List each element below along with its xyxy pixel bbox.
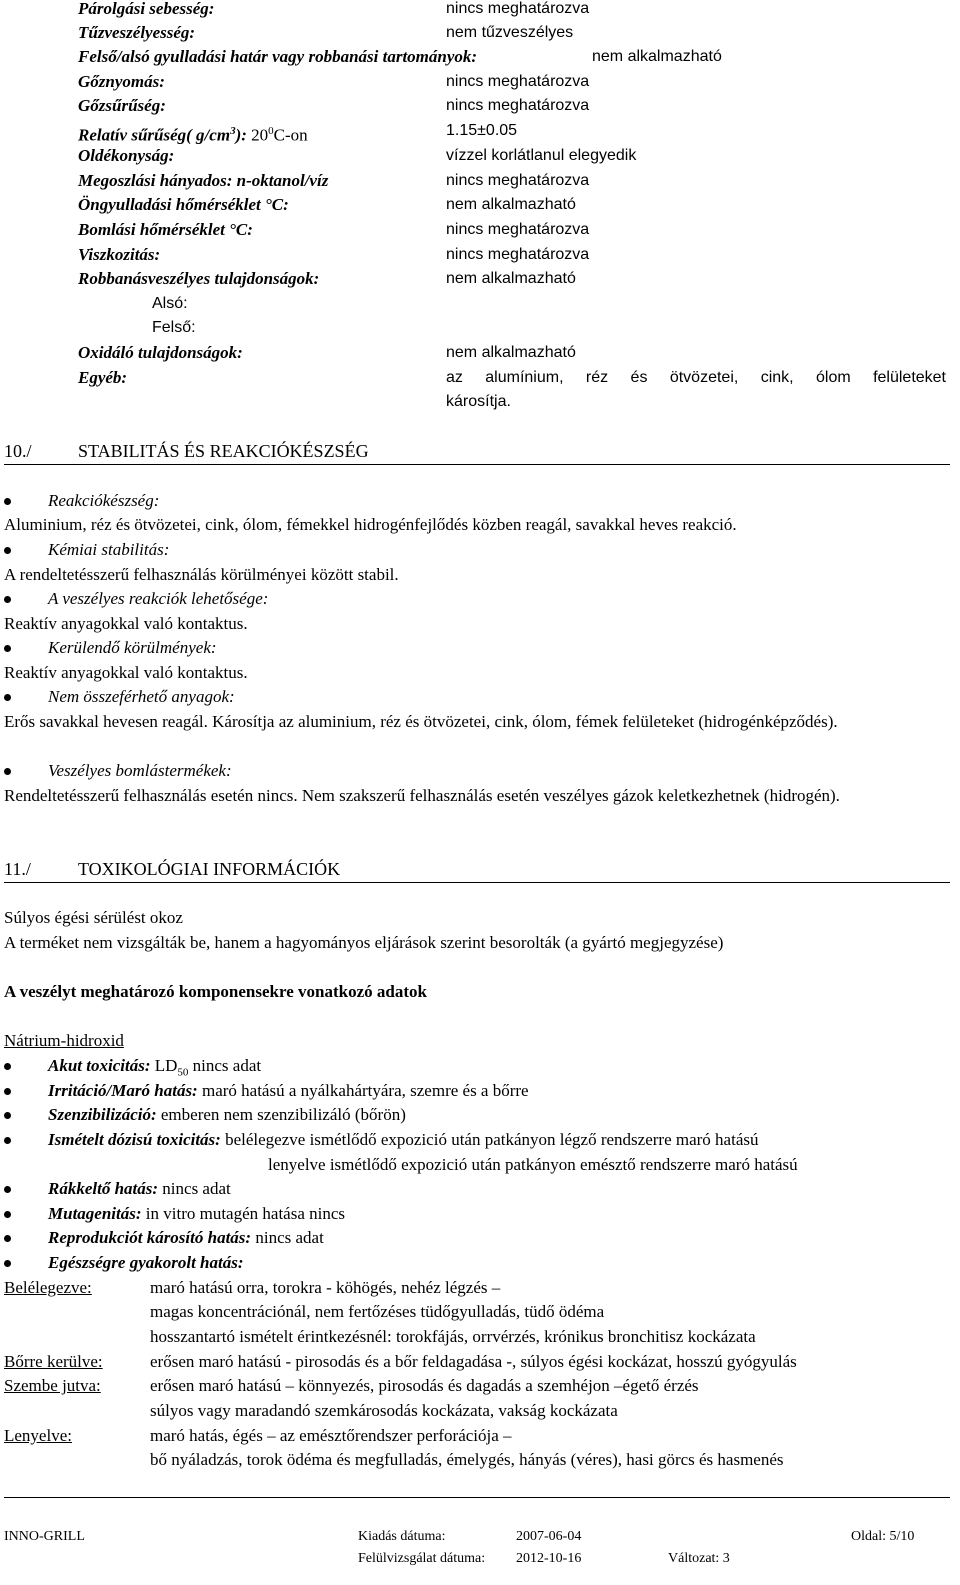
- bullet-icon: [4, 645, 11, 652]
- effect-line: súlyos vagy maradandó szemkárosodás kockázata, vakság kockázata: [150, 1401, 618, 1420]
- effect-line: maró hatású orra, torokra - köhögés, nehéz légzés –: [150, 1278, 501, 1297]
- prop-value: nem tűzveszélyes: [446, 24, 574, 41]
- item-text: Reaktív anyagokkal való kontaktus.: [4, 663, 248, 682]
- prop-value: 1.15±0.05: [446, 122, 518, 139]
- degree-sup: 0: [268, 125, 274, 137]
- prop-value: nem alkalmazható: [446, 344, 576, 361]
- list-item: [48, 1130, 759, 1150]
- footer-issue-label: Kiadás dátuma:: [358, 1529, 446, 1544]
- prop-value-cont: károsítja.: [446, 393, 511, 410]
- footer-rule: [4, 1497, 950, 1498]
- prop-value: nincs meghatározva: [446, 221, 590, 238]
- item-text: in vitro mutagén hatása nincs: [145, 1204, 346, 1223]
- effect-label: Szembe jutva:: [4, 1376, 101, 1395]
- footer-version: Változat: 3: [668, 1551, 730, 1566]
- footer-company: INNO-GRILL: [4, 1529, 85, 1544]
- item-label: Ismételt dózisú toxicitás:: [48, 1130, 221, 1149]
- prop-value: nem alkalmazható: [592, 48, 722, 65]
- prop-label: Felső/alsó gyulladási határ vagy robbanási tartományok:: [78, 47, 478, 66]
- prop-label: Viszkozitás:: [78, 245, 161, 264]
- prop-label: Öngyulladási hőmérséklet °C:: [78, 195, 289, 214]
- item-text: nincs adat: [188, 1056, 262, 1075]
- prop-label: Tűzveszélyesség:: [78, 23, 196, 42]
- item-title: A veszélyes reakciók lehetősége:: [48, 589, 269, 608]
- bullet-icon: [4, 547, 11, 554]
- item-label: Irritáció/Maró hatás:: [48, 1081, 198, 1100]
- item-text: A rendeltetésszerű felhasználás körülményei között stabil.: [4, 565, 399, 584]
- section-title: TOXIKOLÓGIAI INFORMÁCIÓK: [78, 859, 341, 879]
- bullet-icon: [4, 1063, 11, 1070]
- prop-sublabel: Felső:: [152, 319, 196, 336]
- prop-label: Oldékonyság:: [78, 146, 175, 165]
- bullet-icon: [4, 498, 11, 505]
- item-text: emberen nem szenzibilizáló (bőrön): [160, 1105, 406, 1124]
- prop-value: nincs meghatározva: [446, 97, 590, 114]
- item-label: Akut toxicitás:: [48, 1056, 151, 1075]
- prop-value: nincs meghatározva: [446, 0, 590, 17]
- section-number: 11./: [4, 859, 31, 879]
- effect-line: magas koncentrációnál, nem fertőzéses tüdőgyulladás, tüdő ödéma: [150, 1302, 605, 1321]
- temperature-unit: C-on: [273, 125, 308, 145]
- item-label: Rákkeltő hatás:: [48, 1179, 159, 1198]
- bullet-icon: [4, 596, 11, 603]
- footer-review-date: 2012-10-16: [516, 1551, 582, 1566]
- bullet-icon: [4, 1235, 11, 1242]
- footer-review-label: Felülvizsgálat dátuma:: [358, 1551, 486, 1566]
- subheading: A veszélyt meghatározó komponensekre vonatkozó adatok: [4, 982, 427, 1001]
- item-text: Erős savakkal hevesen reagál. Károsítja az aluminium, réz és ötvözetei, cink, ólom, fémek felületeket (hidrogénképződés).: [4, 712, 838, 731]
- prop-value: nem alkalmazható: [446, 270, 576, 287]
- effect-line: erősen maró hatású - pirosodás és a bőr feldagadása -, súlyos égési kockázat, hosszú gyógyulás: [150, 1352, 797, 1371]
- prop-label: Egyéb:: [78, 368, 128, 387]
- effect-line: erősen maró hatású – könnyezés, pirosodás és dagadás a szemhéjon –égető érzés: [150, 1376, 699, 1395]
- item-label: Reprodukciót károsító hatás:: [48, 1228, 252, 1247]
- bullet-icon: [4, 694, 11, 701]
- footer-page: Oldal: 5/10: [851, 1529, 915, 1544]
- effect-line: hosszantartó ismételt érintkezésnél: torokfájás, orrvérzés, krónikus bronchitisz kockázata: [150, 1327, 756, 1346]
- summary-line: A terméket nem vizsgálták be, hanem a hagyományos eljárások szerint besorolták (a gyártó megjegyzése): [4, 933, 724, 952]
- bullet-icon: [4, 1112, 11, 1119]
- effect-label: Bőrre kerülve:: [4, 1352, 103, 1371]
- item-title: Kerülendő körülmények:: [48, 638, 217, 657]
- component-name: Nátrium-hidroxid: [4, 1031, 124, 1050]
- effect-line: maró hatás, égés – az emésztőrendszer perforációja –: [150, 1426, 512, 1445]
- section-title: STABILITÁS ÉS REAKCIÓKÉSZSÉG: [78, 441, 369, 461]
- relative-density-label: [78, 121, 308, 146]
- item-text: belélegezve ismétlődő expozició után patkányon légző rendszerre maró hatású: [225, 1130, 759, 1149]
- item-text: nincs adat: [255, 1228, 324, 1247]
- temperature-value: 20: [251, 125, 269, 145]
- item-title: Nem összeférhető anyagok:: [48, 687, 235, 706]
- section-rule: [4, 882, 950, 883]
- summary-line: Súlyos égési sérülést okoz: [4, 908, 183, 927]
- prop-sublabel: Alsó:: [152, 295, 188, 312]
- prop-label: Oxidáló tulajdonságok:: [78, 343, 243, 362]
- item-title: Reakciókészség:: [48, 491, 160, 510]
- ld-text: LD: [154, 1056, 178, 1075]
- item-label: Egészségre gyakorolt hatás:: [48, 1253, 244, 1272]
- prop-value: nincs meghatározva: [446, 73, 590, 90]
- prop-label: Megoszlási hányados: n-oktanol/víz: [78, 171, 329, 190]
- effect-line: bő nyáladzás, torok ödéma és megfulladás, émelygés, hányás (véres), hasi görcs és hasmenés: [150, 1450, 784, 1469]
- item-label: Mutagenitás:: [48, 1204, 142, 1223]
- list-item: [48, 1228, 324, 1248]
- prop-label-tail: ):: [235, 125, 247, 145]
- item-title: Veszélyes bomlástermékek:: [48, 761, 232, 780]
- sup: 3: [230, 125, 236, 137]
- list-item: [48, 1081, 529, 1101]
- prop-label: Gőznyomás:: [78, 72, 165, 91]
- bullet-icon: [4, 768, 11, 775]
- prop-label: Gőzsűrűség:: [78, 96, 166, 115]
- footer-issue-date: 2007-06-04: [516, 1529, 582, 1544]
- prop-label: Robbanásveszélyes tulajdonságok:: [78, 269, 320, 288]
- ld-sub: 50: [177, 1066, 189, 1079]
- effect-label: Belélegezve:: [4, 1278, 92, 1297]
- prop-value: vízzel korlátlanul elegyedik: [446, 147, 637, 164]
- item-text: Rendeltetésszerű felhasználás esetén nincs. Nem szakszerű felhasználás esetén veszélyes gázok keletkezhetnek (hidrogén).: [4, 786, 840, 805]
- item-title: Kémiai stabilitás:: [48, 540, 170, 559]
- list-item: [48, 1056, 261, 1082]
- bullet-icon: [4, 1186, 11, 1193]
- prop-value: nincs meghatározva: [446, 246, 590, 263]
- list-item: [48, 1179, 231, 1199]
- bullet-icon: [4, 1260, 11, 1267]
- prop-label: Párolgási sebesség:: [78, 0, 215, 18]
- effect-label: Lenyelve:: [4, 1426, 72, 1445]
- item-text: Reaktív anyagokkal való kontaktus.: [4, 614, 248, 633]
- prop-label: Relatív sűrűség( g/cm: [78, 125, 231, 145]
- section-number: 10./: [4, 441, 32, 461]
- prop-value: az alumínium, réz és ötvözetei, cink, ólom felületeket: [446, 369, 946, 386]
- bullet-icon: [4, 1088, 11, 1095]
- prop-label: Bomlási hőmérséklet °C:: [78, 220, 253, 239]
- bullet-icon: [4, 1137, 11, 1144]
- list-item: [48, 1105, 406, 1125]
- bullet-icon: [4, 1211, 11, 1218]
- item-label: Szenzibilizáció:: [48, 1105, 157, 1124]
- list-item: [48, 1204, 345, 1224]
- item-text: Aluminium, réz és ötvözetei, cink, ólom, fémekkel hidrogénfejlődés közben reagál, savakkal heves reakció.: [4, 515, 737, 534]
- prop-value: nincs meghatározva: [446, 172, 590, 189]
- item-text-cont: lenyelve ismétlődő expozició után patkányon emésztő rendszerre maró hatású: [268, 1155, 798, 1174]
- section-rule: [4, 464, 950, 465]
- item-text: maró hatású a nyálkahártyára, szemre és a bőrre: [201, 1081, 529, 1100]
- prop-value: nem alkalmazható: [446, 196, 576, 213]
- item-text: nincs adat: [162, 1179, 231, 1198]
